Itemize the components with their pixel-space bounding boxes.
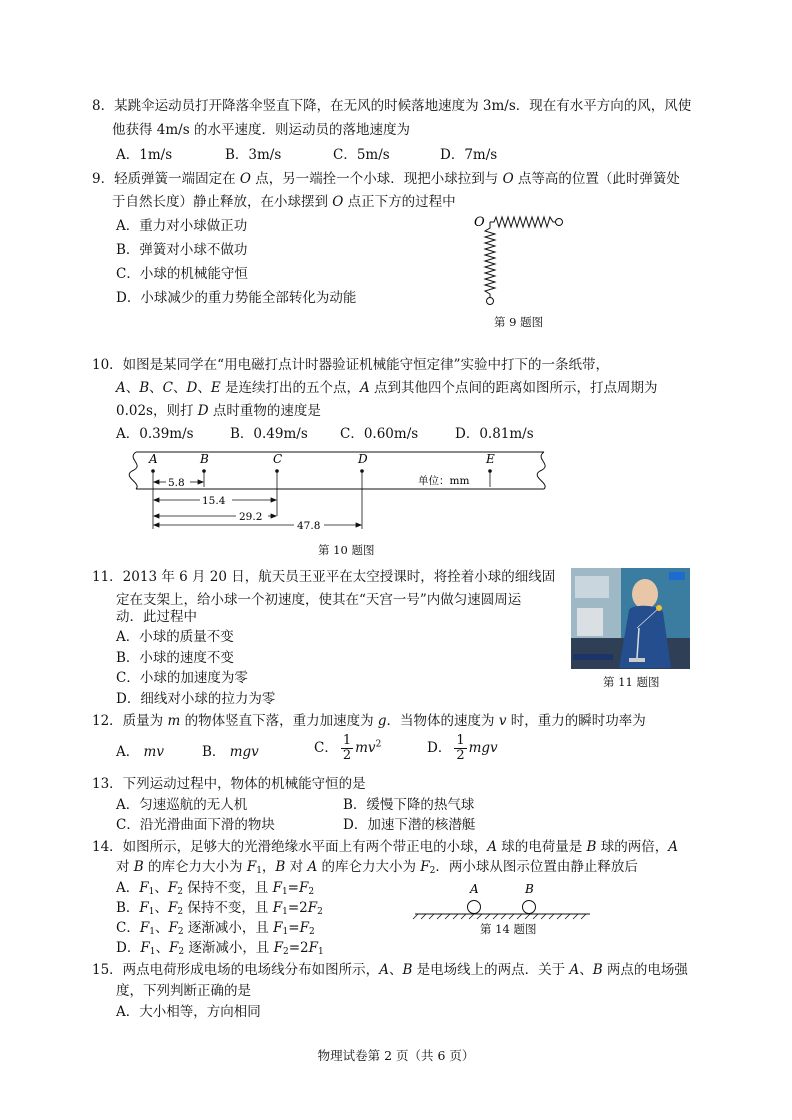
- q8-line-2: 他获得 4m/s 的水平速度．则运动员的落地速度为: [112, 122, 410, 138]
- q15-line-1: 15．两点电荷形成电场的电场线分布如图所示，A、B 是电场线上的两点．关于 A、B 两点的电场强: [92, 962, 688, 978]
- q10-label-d: D: [358, 452, 368, 466]
- q8-line-1: 8．某跳伞运动员打开降落伞竖直下降，在无风的时候落地速度为 3m/s．现在有水平方向的风，风使: [92, 98, 692, 114]
- q13-option-c: C．沿光滑曲面下滑的物块: [116, 817, 275, 833]
- q10-line-3: 0.02s，则打 D 点时重物的速度是: [116, 403, 321, 419]
- q11-option-c: C．小球的加速度为零: [116, 670, 248, 686]
- q13-option-b: B．缓慢下降的热气球: [343, 797, 475, 813]
- q14-option-d: D．$F_1$、$F_2$ 逐渐减小，且 $F_2=2F_1$: [116, 940, 324, 957]
- q13-option-d: D．加速下潜的核潜艇: [343, 817, 476, 833]
- q9-option-d: D．小球减少的重力势能全部转化为动能: [116, 290, 357, 306]
- q9-horizontal-spring: [490, 217, 556, 227]
- q9-vertical-spring: [485, 222, 495, 298]
- q9-spring-figure: [470, 208, 580, 314]
- q9-line-1: 9．轻质弹簧一端固定在 O 点，另一端拴一个小球．现把小球拉到与 O 点等高的位置（此时弹簧处: [92, 171, 680, 187]
- q10-label-c: C: [273, 452, 283, 466]
- q14-line-1: 14．如图所示，足够大的光滑绝缘水平面上有两个带正电的小球，A 球的电荷量是 B 球的两倍，A: [92, 839, 678, 855]
- q10-line-1: 10．如图是某同学在“用电磁打点计时器验证机械能守恒定律”实验中打下的一条纸带，: [92, 357, 609, 373]
- q10-line-2: A、B、C、D、E 是连续打出的五个点，A 点到其他四个点间的距离如图所示，打点周期为: [116, 380, 658, 396]
- q11-line-3: 动．此过程中: [116, 609, 197, 625]
- q10-option-a: A．0.39m/s: [116, 426, 194, 442]
- q8-option-a: A．1m/s: [116, 147, 173, 163]
- q15-line-2: 度，下列判断正确的是: [116, 983, 251, 999]
- q9-line-2: 于自然长度）静止释放，在小球摆到 O 点正下方的过程中: [112, 194, 456, 210]
- q11-option-d: D．细线对小球的拉力为零: [116, 691, 276, 707]
- q9-point-o-label: O: [474, 215, 485, 230]
- q9-ball-bottom: [487, 298, 494, 305]
- q10-unit-label: 单位：mm: [418, 475, 470, 487]
- q14-line-2: 对 B 的库仑力大小为 $F_1$，B 对 A 的库仑力大小为 $F_2$．两小球从图示位置由静止释放后: [116, 859, 638, 876]
- q14-option-b: B．$F_1$、$F_2$ 保持不变，且 $F_1=2F_2$: [116, 900, 323, 917]
- q12-fraction-half-d: $\frac{1}{2}$: [456, 733, 465, 763]
- q8-option-c: C．5m/s: [333, 147, 390, 163]
- q11-figure-caption: 第 11 题图: [603, 675, 660, 689]
- q12-line-1: 12．质量为 m 的物体竖直下落，重力加速度为 g．当物体的速度为 v 时，重力的瞬时功率为: [92, 713, 646, 729]
- q12-option-c: C． $\frac{1}{2}$ $mv^2$: [314, 733, 382, 763]
- q14-ball-b: [523, 901, 536, 914]
- q10-figure-caption: 第 10 题图: [318, 543, 375, 557]
- q10-label-a: A: [149, 452, 158, 466]
- q8-option-b: B．3m/s: [225, 147, 282, 163]
- q15-option-a: A．大小相等，方向相同: [116, 1004, 261, 1020]
- q13-option-a: A．匀速巡航的无人机: [116, 797, 248, 813]
- q11-classroom-photo: [571, 568, 690, 669]
- q11-option-a: A．小球的质量不变: [116, 629, 234, 645]
- q14-figure-caption: 第 14 题图: [480, 922, 537, 936]
- q11-photo-illustration: [571, 568, 690, 669]
- q9-option-a: A．重力对小球做正功: [116, 218, 248, 234]
- q10-tape-figure: [124, 447, 564, 539]
- q11-line-2: 定在支架上，给小球一个初速度，使其在“天宫一号”内做匀速圆周运: [116, 592, 522, 608]
- q9-figure-caption: 第 9 题图: [494, 315, 544, 329]
- q10-option-c: C．0.60m/s: [340, 426, 419, 442]
- q10-distance-ad: 29.2: [239, 511, 263, 523]
- q9-option-c: C．小球的机械能守恒: [116, 266, 248, 282]
- q10-tape-left-tear: [129, 452, 137, 489]
- q9-option-b: B．弹簧对小球不做功: [116, 242, 248, 258]
- q14-balls-figure: [410, 880, 595, 920]
- q10-distance-ae: 47.8: [297, 520, 321, 532]
- q10-tape-right-tear: [537, 452, 545, 489]
- page-footer: 物理试卷第 2 页（共 6 页）: [317, 1048, 475, 1063]
- q10-distance-ac: 15.4: [202, 495, 226, 507]
- q10-label-b: B: [200, 452, 209, 466]
- q11-line-1: 11．2013 年 6 月 20 日，航天员王亚平在太空授课时，将拴着小球的细线固: [92, 569, 556, 585]
- q10-option-b: B．0.49m/s: [230, 426, 308, 442]
- q12-option-d: D． $\frac{1}{2}$ mgv: [427, 733, 498, 763]
- q12-option-b: B． mgv: [202, 744, 259, 760]
- q13-line-1: 13．下列运动过程中，物体的机械能守恒的是: [92, 776, 366, 792]
- q10-distance-ab: 5.8: [168, 477, 185, 489]
- q14-option-a: A．$F_1$、$F_2$ 保持不变，且 $F_1=F_2$: [116, 880, 315, 897]
- q9-ball-right: [556, 219, 563, 226]
- q8-option-d: D．7m/s: [440, 147, 498, 163]
- q10-label-e: E: [486, 452, 495, 466]
- q10-option-d: D．0.81m/s: [455, 426, 534, 442]
- q11-option-b: B．小球的速度不变: [116, 650, 234, 666]
- q14-ball-a: [468, 901, 481, 914]
- q14-label-a: A: [470, 882, 479, 896]
- q14-label-b: B: [525, 882, 534, 896]
- q12-fraction-half: $\frac{1}{2}$: [342, 733, 352, 763]
- q12-option-a: A． mv: [116, 744, 164, 760]
- q14-option-c: C．$F_1$、$F_2$ 逐渐减小，且 $F_1=F_2$: [116, 920, 315, 937]
